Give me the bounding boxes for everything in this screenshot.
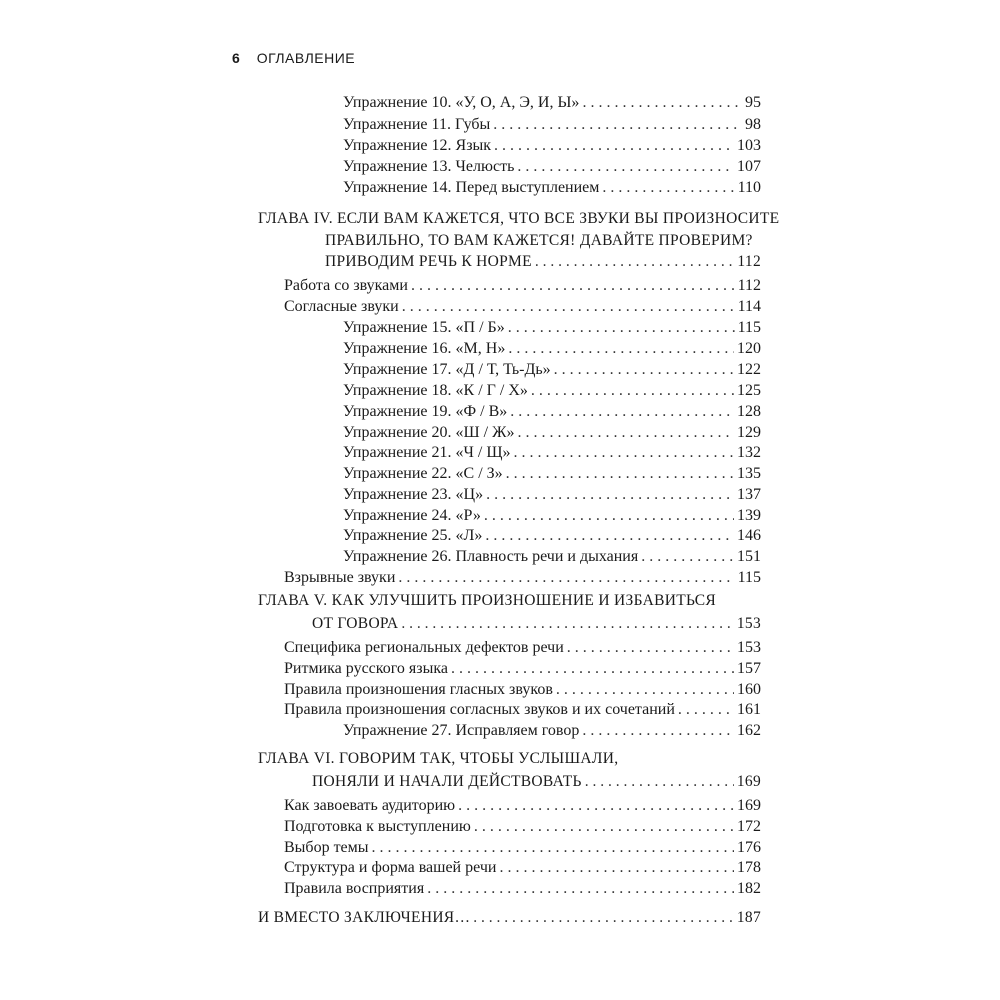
toc-entry-title: Согласные звуки <box>284 298 399 315</box>
toc-entry-page: 169 <box>737 797 761 814</box>
leader-dots <box>554 360 734 380</box>
chapter-heading-line: ПРИВОДИМ РЕЧЬ К НОРМЕ <box>325 253 532 270</box>
toc-entry-page: 162 <box>737 722 761 739</box>
page-number: 6 <box>232 50 241 66</box>
toc-entry[interactable] <box>343 547 761 567</box>
toc-entry-page: 122 <box>737 361 761 378</box>
toc-entry-title: Упражнение 26. Плавность речи и дыхания <box>343 548 639 565</box>
leader-dots <box>493 115 742 135</box>
toc-entry[interactable] <box>343 360 761 380</box>
toc-entry[interactable] <box>284 659 761 679</box>
toc-entry-title: Упражнение 16. «М, Н» <box>343 340 506 357</box>
toc-entry[interactable] <box>343 339 761 359</box>
toc-entry-page: 115 <box>737 319 761 336</box>
chapter-heading-line[interactable]: ПРАВИЛЬНО, ТО ВАМ КАЖЕТСЯ! ДАВАЙТЕ ПРОВЕРИМ? <box>325 232 753 249</box>
toc-entry[interactable] <box>343 136 761 156</box>
toc-entry-title: Упражнение 13. Челюсть <box>343 158 515 175</box>
toc-entry-title: Упражнение 11. Губы <box>343 116 491 133</box>
leader-dots <box>427 879 734 899</box>
leader-dots <box>508 339 734 359</box>
toc-entry[interactable] <box>284 700 761 720</box>
chapter-heading-entry[interactable] <box>312 614 761 634</box>
chapter-heading-entry[interactable] <box>325 252 761 272</box>
toc-entry[interactable] <box>343 115 761 135</box>
leader-dots <box>485 526 734 546</box>
toc-entry-page: 135 <box>737 465 761 482</box>
toc-entry[interactable] <box>284 796 761 816</box>
chapter-heading-line: ОТ ГОВОРА <box>312 615 399 632</box>
toc-entry-page: 139 <box>737 507 761 524</box>
toc-entry[interactable] <box>284 638 761 658</box>
leader-dots <box>510 402 734 422</box>
toc-entry-page: 176 <box>737 839 761 856</box>
leader-dots <box>514 443 734 463</box>
leader-dots <box>372 838 734 858</box>
toc-entry-title: Взрывные звуки <box>284 569 396 586</box>
leader-dots <box>473 908 734 928</box>
leader-dots <box>458 796 734 816</box>
toc-entry[interactable] <box>343 157 761 177</box>
toc-entry[interactable] <box>343 485 761 505</box>
toc-entry-page: 169 <box>736 773 761 790</box>
leader-dots <box>585 772 734 792</box>
toc-entry-page: 112 <box>737 277 761 294</box>
toc-entry-page: 95 <box>745 94 761 111</box>
toc-entry[interactable] <box>343 93 761 113</box>
toc-entry-title: Работа со звуками <box>284 277 408 294</box>
toc-entry-page: 153 <box>736 615 761 632</box>
leader-dots <box>535 252 735 272</box>
toc-entry-title: Подготовка к выступлению <box>284 818 471 835</box>
toc-entry-title: Правила произношения гласных звуков <box>284 681 553 698</box>
toc-entry-title: Упражнение 25. «Л» <box>343 527 483 544</box>
toc-entry-title: Выбор темы <box>284 839 369 856</box>
toc-entry-title: Структура и форма вашей речи <box>284 859 497 876</box>
toc-entry[interactable] <box>284 297 761 317</box>
leader-dots <box>508 318 735 338</box>
leader-dots <box>401 614 733 634</box>
toc-entry-page: 112 <box>737 253 761 270</box>
toc-entry[interactable] <box>343 506 761 526</box>
toc-entry-page: 98 <box>745 116 761 133</box>
toc-entry[interactable] <box>343 318 761 338</box>
toc-entry-title: Упражнение 19. «Ф / В» <box>343 403 508 420</box>
toc-entry-title: Упражнение 12. Язык <box>343 137 492 154</box>
toc-entry-page: 178 <box>737 859 761 876</box>
leader-dots <box>517 157 734 177</box>
toc-entry[interactable] <box>284 858 761 878</box>
toc-entry-title: Правила восприятия <box>284 880 425 897</box>
toc-entry[interactable] <box>343 381 761 401</box>
toc-entry-page: 103 <box>737 137 761 154</box>
toc-entry-page: 160 <box>737 681 761 698</box>
toc-entry-title: Упражнение 10. «У, О, А, Э, И, Ы» <box>343 94 580 111</box>
toc-entry-page: 128 <box>737 403 761 420</box>
toc-entry[interactable] <box>343 402 761 422</box>
leader-dots <box>474 817 734 837</box>
chapter-heading-line[interactable]: ГЛАВА IV. ЕСЛИ ВАМ КАЖЕТСЯ, ЧТО ВСЕ ЗВУКИ ВЫ ПРОИЗНОСИТЕ <box>258 210 780 227</box>
chapter-heading-line[interactable]: ГЛАВА V. КАК УЛУЧШИТЬ ПРОИЗНОШЕНИЕ И ИЗБАВИТЬСЯ <box>258 592 717 609</box>
toc-entry-title: Упражнение 15. «П / Б» <box>343 319 505 336</box>
chapter-heading-entry[interactable] <box>312 772 761 792</box>
toc-entry[interactable] <box>284 680 761 700</box>
toc-entry-page: 137 <box>737 486 761 503</box>
toc-entry-page: 107 <box>737 158 761 175</box>
leader-dots <box>499 858 734 878</box>
leader-dots <box>567 638 734 658</box>
toc-entry-page: 157 <box>737 660 761 677</box>
toc-entry-title: Упражнение 17. «Д / Т, Ть-Дь» <box>343 361 551 378</box>
leader-dots <box>411 276 735 296</box>
leader-dots <box>556 680 734 700</box>
toc-entry-title: Упражнение 27. Исправляем говор <box>343 722 580 739</box>
toc-entry[interactable] <box>343 423 761 443</box>
toc-entry-title: Ритмика русского языка <box>284 660 448 677</box>
toc-entry[interactable] <box>343 178 761 198</box>
toc-entry-title: Как завоевать аудиторию <box>284 797 456 814</box>
toc-entry-title: Правила произношения согласных звуков и их сочетаний <box>284 701 675 718</box>
toc-entry-page: 187 <box>736 909 761 926</box>
toc-entry-title: Упражнение 20. «Ш / Ж» <box>343 424 515 441</box>
toc-entry[interactable] <box>343 464 761 484</box>
toc-entry-title: Специфика региональных дефектов речи <box>284 639 564 656</box>
toc-entry[interactable] <box>284 276 761 296</box>
leader-dots <box>398 568 734 588</box>
chapter-heading-entry[interactable] <box>258 908 761 928</box>
leader-dots <box>531 381 734 401</box>
toc-entry-title: Упражнение 23. «Ц» <box>343 486 484 503</box>
leader-dots <box>484 506 734 526</box>
toc-entry-page: 125 <box>737 382 761 399</box>
chapter-heading-line: ПОНЯЛИ И НАЧАЛИ ДЕЙСТВОВАТЬ <box>312 773 582 790</box>
toc-entry-page: 129 <box>737 424 761 441</box>
chapter-heading-line: И ВМЕСТО ЗАКЛЮЧЕНИЯ… <box>258 909 471 926</box>
toc-entry-page: 120 <box>737 340 761 357</box>
toc-entry-title: Упражнение 24. «Р» <box>343 507 481 524</box>
toc-entry-title: Упражнение 22. «С / З» <box>343 465 503 482</box>
leader-dots <box>451 659 734 679</box>
toc-entry-page: 161 <box>737 701 761 718</box>
leader-dots <box>582 721 734 741</box>
leader-dots <box>517 423 734 443</box>
toc-entry-page: 114 <box>737 298 761 315</box>
toc-entry-title: Упражнение 21. «Ч / Щ» <box>343 444 511 461</box>
toc-entry[interactable] <box>343 721 761 741</box>
leader-dots <box>486 485 734 505</box>
toc-entry[interactable] <box>284 568 761 588</box>
toc-entry-page: 172 <box>737 818 761 835</box>
toc-entry-page: 115 <box>737 569 761 586</box>
toc-entry[interactable] <box>284 817 761 837</box>
leader-dots <box>602 178 734 198</box>
toc-entry-page: 146 <box>737 527 761 544</box>
toc-entry[interactable] <box>284 879 761 899</box>
toc-entry-title: Упражнение 18. «К / Г / Х» <box>343 382 528 399</box>
chapter-heading-line[interactable]: ГЛАВА VI. ГОВОРИМ ТАК, ЧТОБЫ УСЛЫШАЛИ, <box>258 750 619 767</box>
leader-dots <box>641 547 734 567</box>
toc-entry[interactable] <box>343 526 761 546</box>
leader-dots <box>582 93 742 113</box>
toc-entry-page: 153 <box>737 639 761 656</box>
toc-entry-page: 151 <box>737 548 761 565</box>
toc-entry[interactable] <box>343 443 761 463</box>
toc-entry-page: 110 <box>737 179 761 196</box>
leader-dots <box>494 136 734 156</box>
leader-dots <box>678 700 734 720</box>
toc-entry-page: 132 <box>737 444 761 461</box>
leader-dots <box>506 464 734 484</box>
toc-entry-title: Упражнение 14. Перед выступлением <box>343 179 600 196</box>
toc-entry-page: 182 <box>737 880 761 897</box>
leader-dots <box>402 297 735 317</box>
section-title: ОГЛАВЛЕНИЕ <box>256 50 356 66</box>
toc-entry[interactable] <box>284 838 761 858</box>
